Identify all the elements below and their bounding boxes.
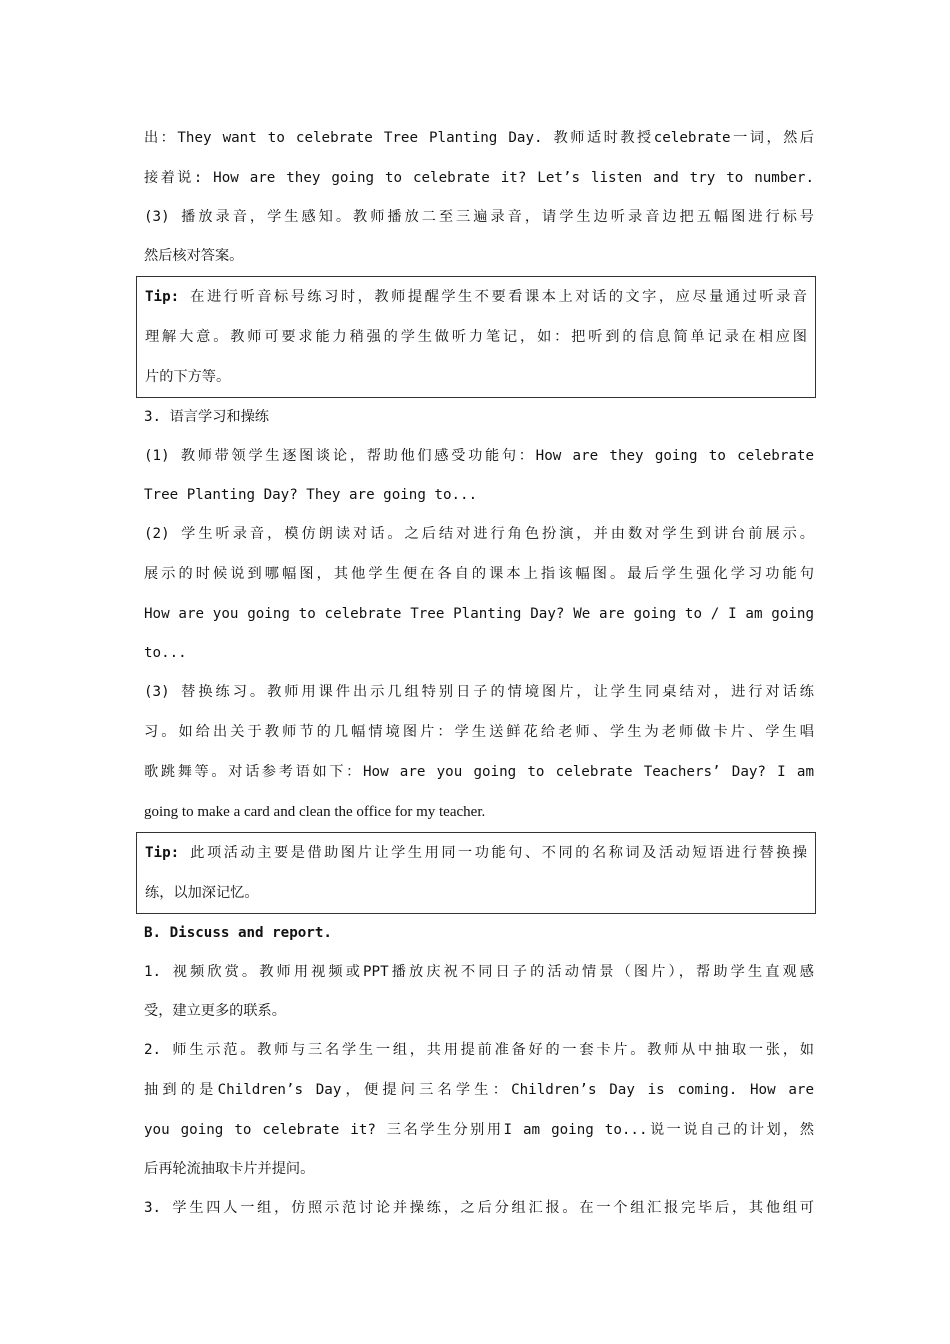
tip-line: 理解大意。教师可要求能力稍强的学生做听力笔记，如：把听到的信息简单记录在相应图 (145, 329, 807, 345)
paragraph-line: 2. 师生示范。教师与三名学生一组，共用提前准备好的一套卡片。教师从中抽取一张，如 (144, 1042, 814, 1058)
tip-box (136, 276, 816, 398)
tip-line: 片的下方等。 (145, 369, 231, 385)
paragraph-line: you going to celebrate it? 三名学生分别用I am going to...说一说自己的计划，然 (144, 1122, 814, 1138)
paragraph-line: 抽到的是Children’s Day，便提问三名学生：Children’s Day is coming. How are (144, 1082, 814, 1098)
tip-label: Tip: (145, 845, 180, 861)
paragraph-line: to... (144, 645, 187, 661)
paragraph-line: (1) 教师带领学生逐图谈论，帮助他们感受功能句：How are they going to celebrate (144, 448, 814, 464)
tip-line: 练，以加深记忆。 (145, 885, 259, 901)
paragraph-line: How are you going to celebrate Tree Planting Day? We are going to / I am going (144, 606, 814, 622)
tip-box (136, 832, 816, 914)
paragraph-line: 后再轮流抽取卡片并提问。 (144, 1161, 315, 1177)
paragraph-line: 3. 学生四人一组，仿照示范讨论并操练，之后分组汇报。在一个组汇报完毕后，其他组可 (144, 1200, 814, 1216)
paragraph-line: 出：They want to celebrate Tree Planting Day. 教师适时教授celebrate一词，然后 (144, 130, 814, 146)
paragraph-line: 然后核对答案。 (144, 248, 244, 264)
paragraph-line: Tree Planting Day? They are going to... (144, 487, 478, 503)
document-page (144, 118, 814, 1228)
paragraph-line: 受，建立更多的联系。 (144, 1003, 286, 1019)
paragraph-line: (3) 播放录音，学生感知。教师播放二至三遍录音，请学生边听录音边把五幅图进行标号 (144, 209, 814, 225)
paragraph-line: 1. 视频欣赏。教师用视频或PPT播放庆祝不同日子的活动情景（图片），帮助学生直观感 (144, 964, 814, 980)
paragraph-line: (2) 学生听录音，模仿朗读对话。之后结对进行角色扮演，并由数对学生到讲台前展示。 (144, 526, 814, 542)
paragraph-line: 接着说: How are they going to celebrate it? Let’s listen and try to number. (144, 170, 814, 186)
tip-label: Tip: (145, 289, 180, 305)
paragraph-line: (3) 替换练习。教师用课件出示几组特别日子的情境图片，让学生同桌结对，进行对话练 (144, 684, 814, 700)
paragraph-line: 习。如给出关于教师节的几幅情境图片：学生送鲜花给老师、学生为老师做卡片、学生唱 (144, 724, 814, 740)
tip-line: Tip: 在进行听音标号练习时，教师提醒学生不要看课本上对话的文字，应尽量通过听录音 (145, 289, 807, 305)
section-heading: 3. 语言学习和操练 (144, 409, 269, 425)
paragraph-line: 歌跳舞等。对话参考语如下：How are you going to celebrate Teachers’ Day? I am (144, 764, 814, 780)
paragraph-line: 展示的时候说到哪幅图，其他学生便在各自的课本上指该幅图。最后学生强化学习功能句 (144, 566, 814, 582)
section-heading: B. Discuss and report. (144, 925, 332, 941)
paragraph-line: going to make a card and clean the office for my teacher. (144, 804, 486, 820)
tip-line: Tip: 此项活动主要是借助图片让学生用同一功能句、不同的名称词及活动短语进行替换操 (145, 845, 807, 861)
